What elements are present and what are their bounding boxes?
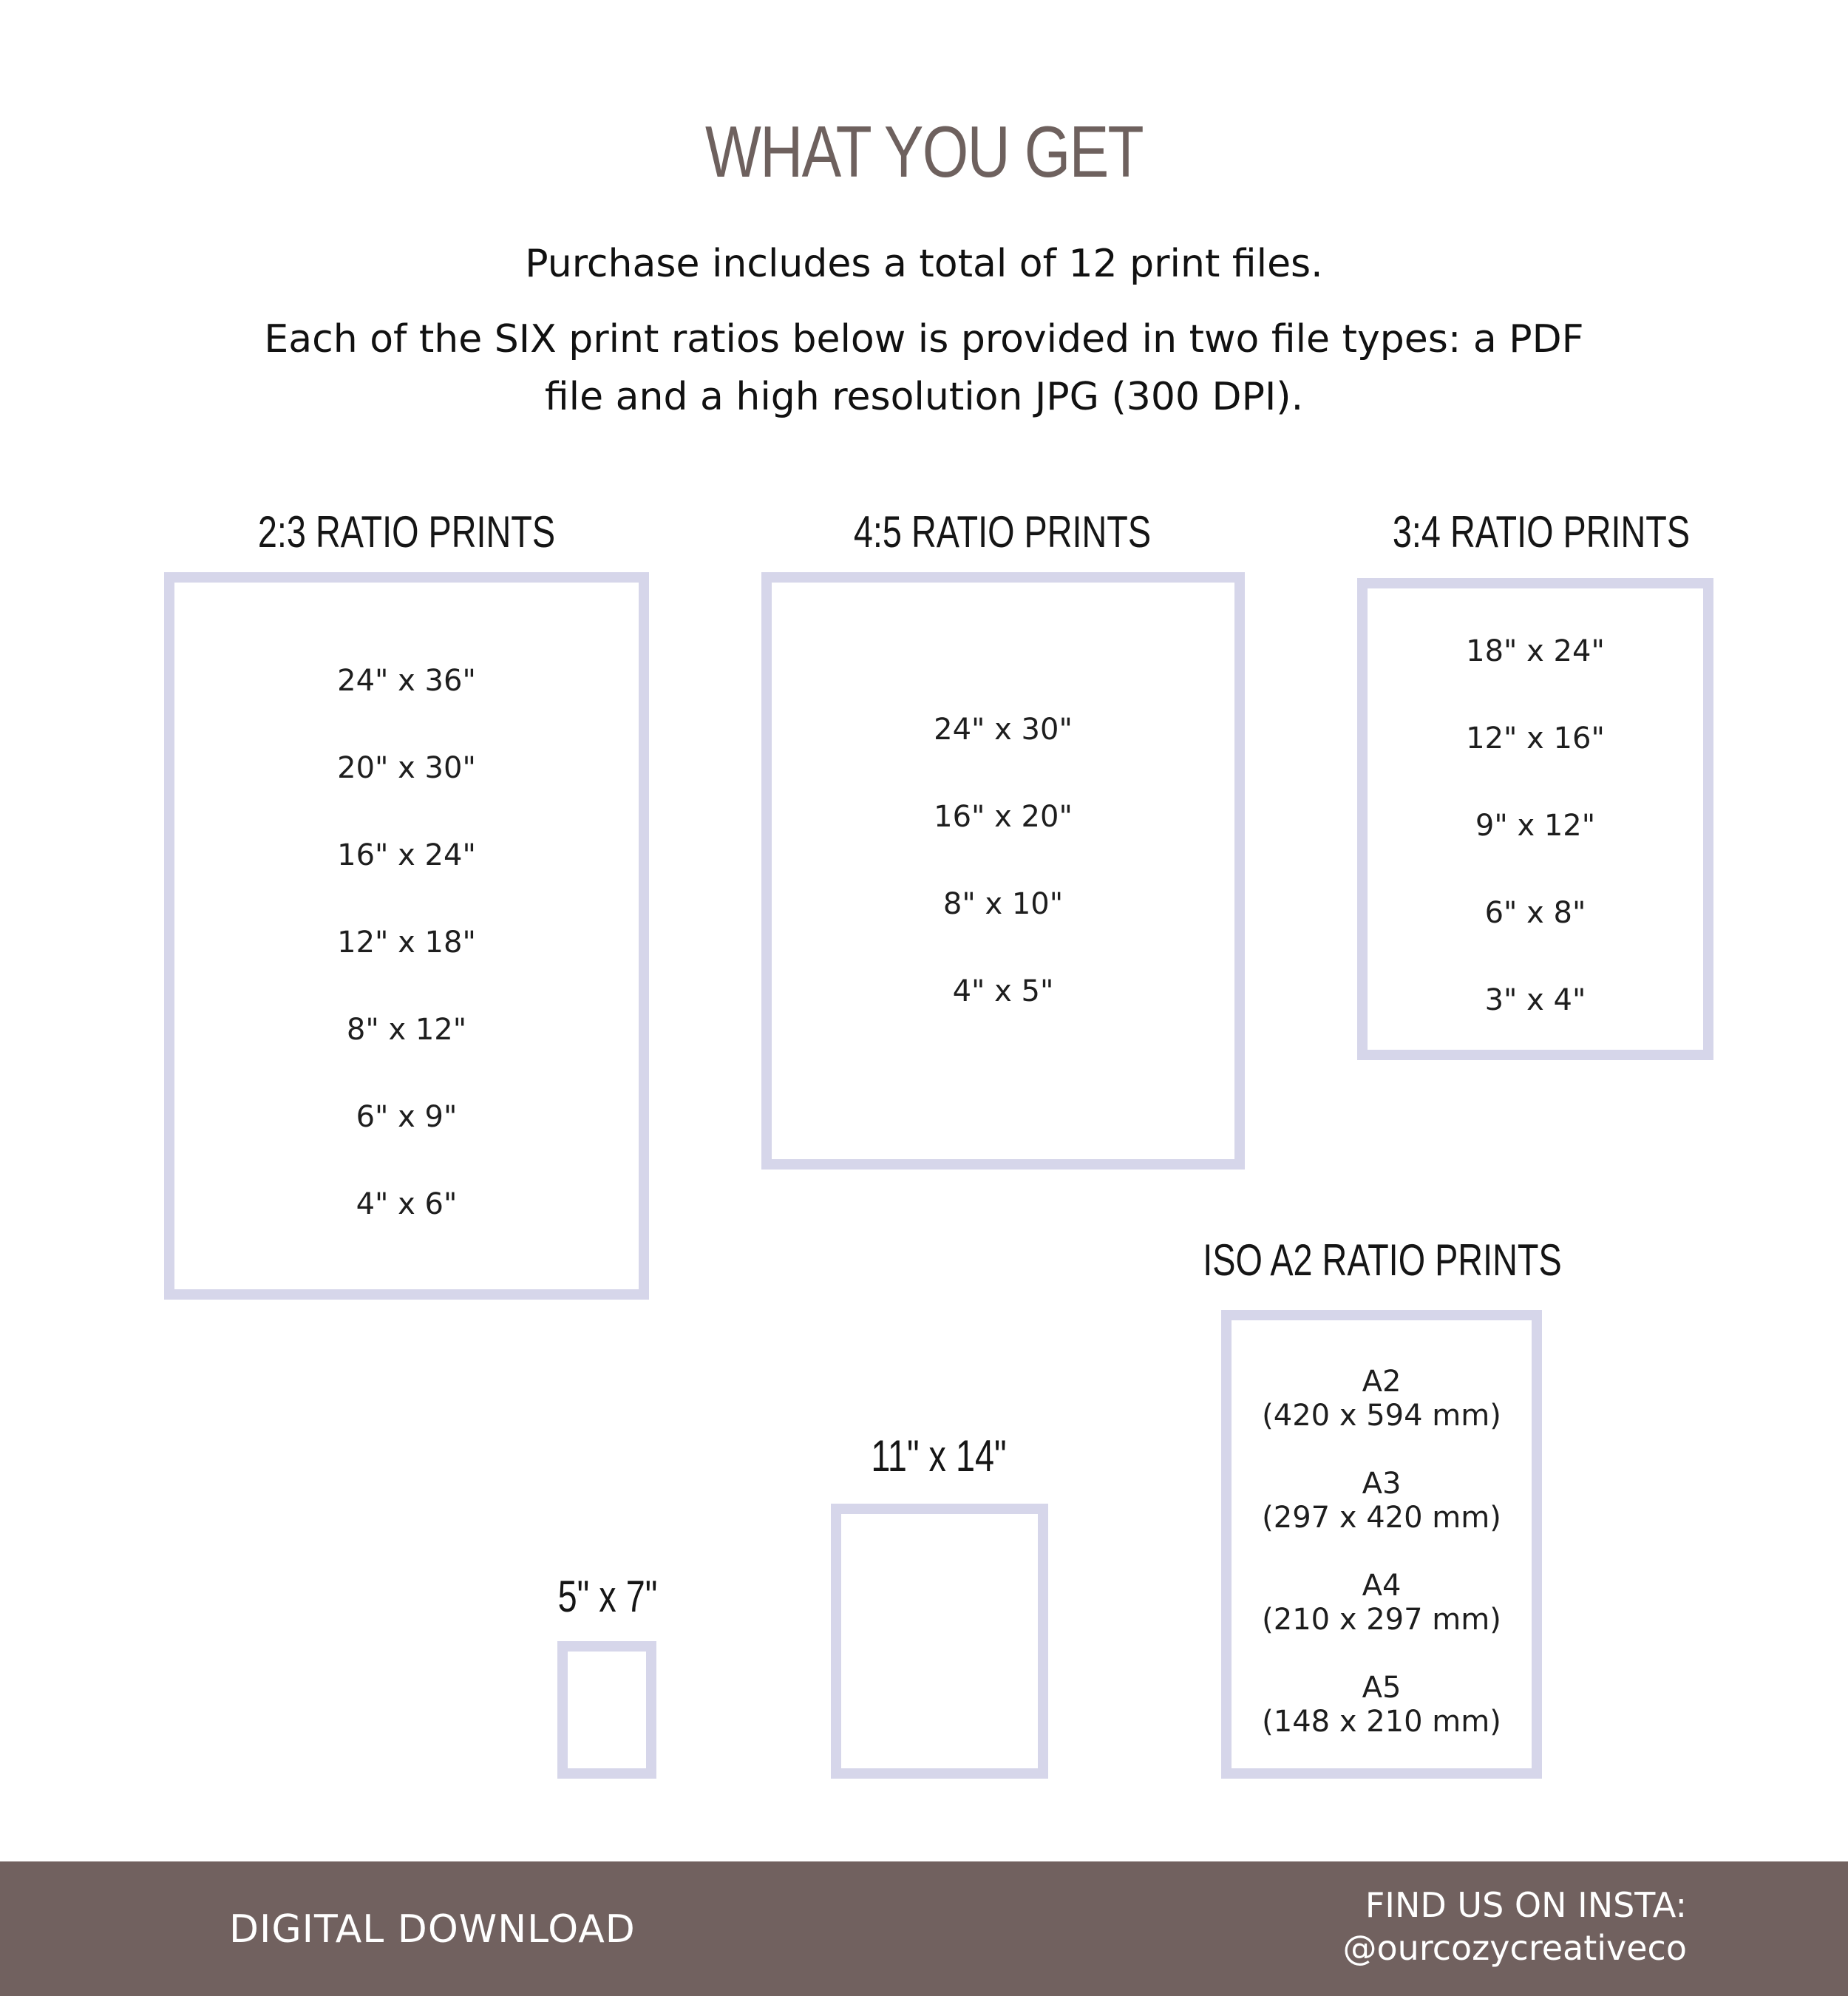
ratio-2-3-frame [164,572,649,1300]
ratio-iso-size-list [1232,1365,1532,1773]
size-item: 12" x 16" [1466,722,1605,756]
size-item: 24" x 36" [337,664,476,698]
iso-size-group [1232,1467,1532,1569]
iso-size-name: A4 [1362,1569,1402,1603]
size-item: 8" x 12" [346,1013,467,1047]
page-title: WHAT YOU GET [704,111,1144,192]
size-item: 6" x 9" [356,1100,458,1134]
iso-size-dims: (420 x 594 mm) [1262,1399,1501,1433]
insta-handle[interactable]: @ourcozycreativeco [1342,1928,1687,1968]
ratio-3-4-size-list [1368,634,1703,1070]
single-11x14-heading: 11" x 14" [871,1431,1007,1481]
iso-size-group [1232,1671,1532,1773]
ratio-2-3-heading: 2:3 RATIO PRINTS [257,507,556,557]
size-item: 4" x 5" [952,974,1054,1008]
size-item: 4" x 6" [356,1187,458,1221]
iso-size-dims: (297 x 420 mm) [1262,1501,1501,1535]
size-item: 12" x 18" [337,926,476,960]
size-item: 18" x 24" [1466,634,1605,668]
ratio-3-4-heading: 3:4 RATIO PRINTS [1392,507,1691,557]
insta-heading: FIND US ON INSTA: [1365,1885,1687,1925]
intro-line-2: Each of the SIX print ratios below is provided in two file types: a PDF file and a high resolution JPG (300 DPI). [264,317,1584,419]
size-item: 8" x 10" [942,887,1064,921]
digital-download-label: DIGITAL DOWNLOAD [229,1907,636,1952]
size-item: 9" x 12" [1475,809,1596,843]
single-11x14-frame [831,1504,1048,1779]
size-item: 16" x 24" [337,838,476,872]
ratio-iso-heading: ISO A2 RATIO PRINTS [1203,1235,1562,1285]
iso-size-group [1232,1365,1532,1467]
ratio-iso-frame [1221,1310,1542,1779]
ratio-4-5-frame [761,572,1245,1170]
iso-size-name: A5 [1362,1671,1402,1705]
size-item: 3" x 4" [1484,983,1586,1017]
ratio-4-5-heading: 4:5 RATIO PRINTS [853,507,1152,557]
iso-size-dims: (210 x 297 mm) [1262,1603,1501,1637]
single-5x7-heading: 5" x 7" [557,1572,658,1621]
iso-size-dims: (148 x 210 mm) [1262,1705,1501,1739]
intro-line-1: Purchase includes a total of 12 print files. [525,242,1323,286]
iso-size-name: A2 [1362,1365,1402,1399]
single-5x7-frame [557,1641,656,1779]
size-item: 20" x 30" [337,751,476,785]
ratio-3-4-frame [1357,578,1713,1060]
size-item: 24" x 30" [934,713,1073,747]
insta-info [1343,1884,1687,1969]
iso-size-name: A3 [1362,1467,1402,1501]
ratio-2-3-size-list [174,664,639,1274]
ratio-4-5-size-list [772,713,1234,1062]
size-item: 16" x 20" [934,800,1073,834]
size-item: 6" x 8" [1484,896,1586,930]
iso-size-group [1232,1569,1532,1671]
